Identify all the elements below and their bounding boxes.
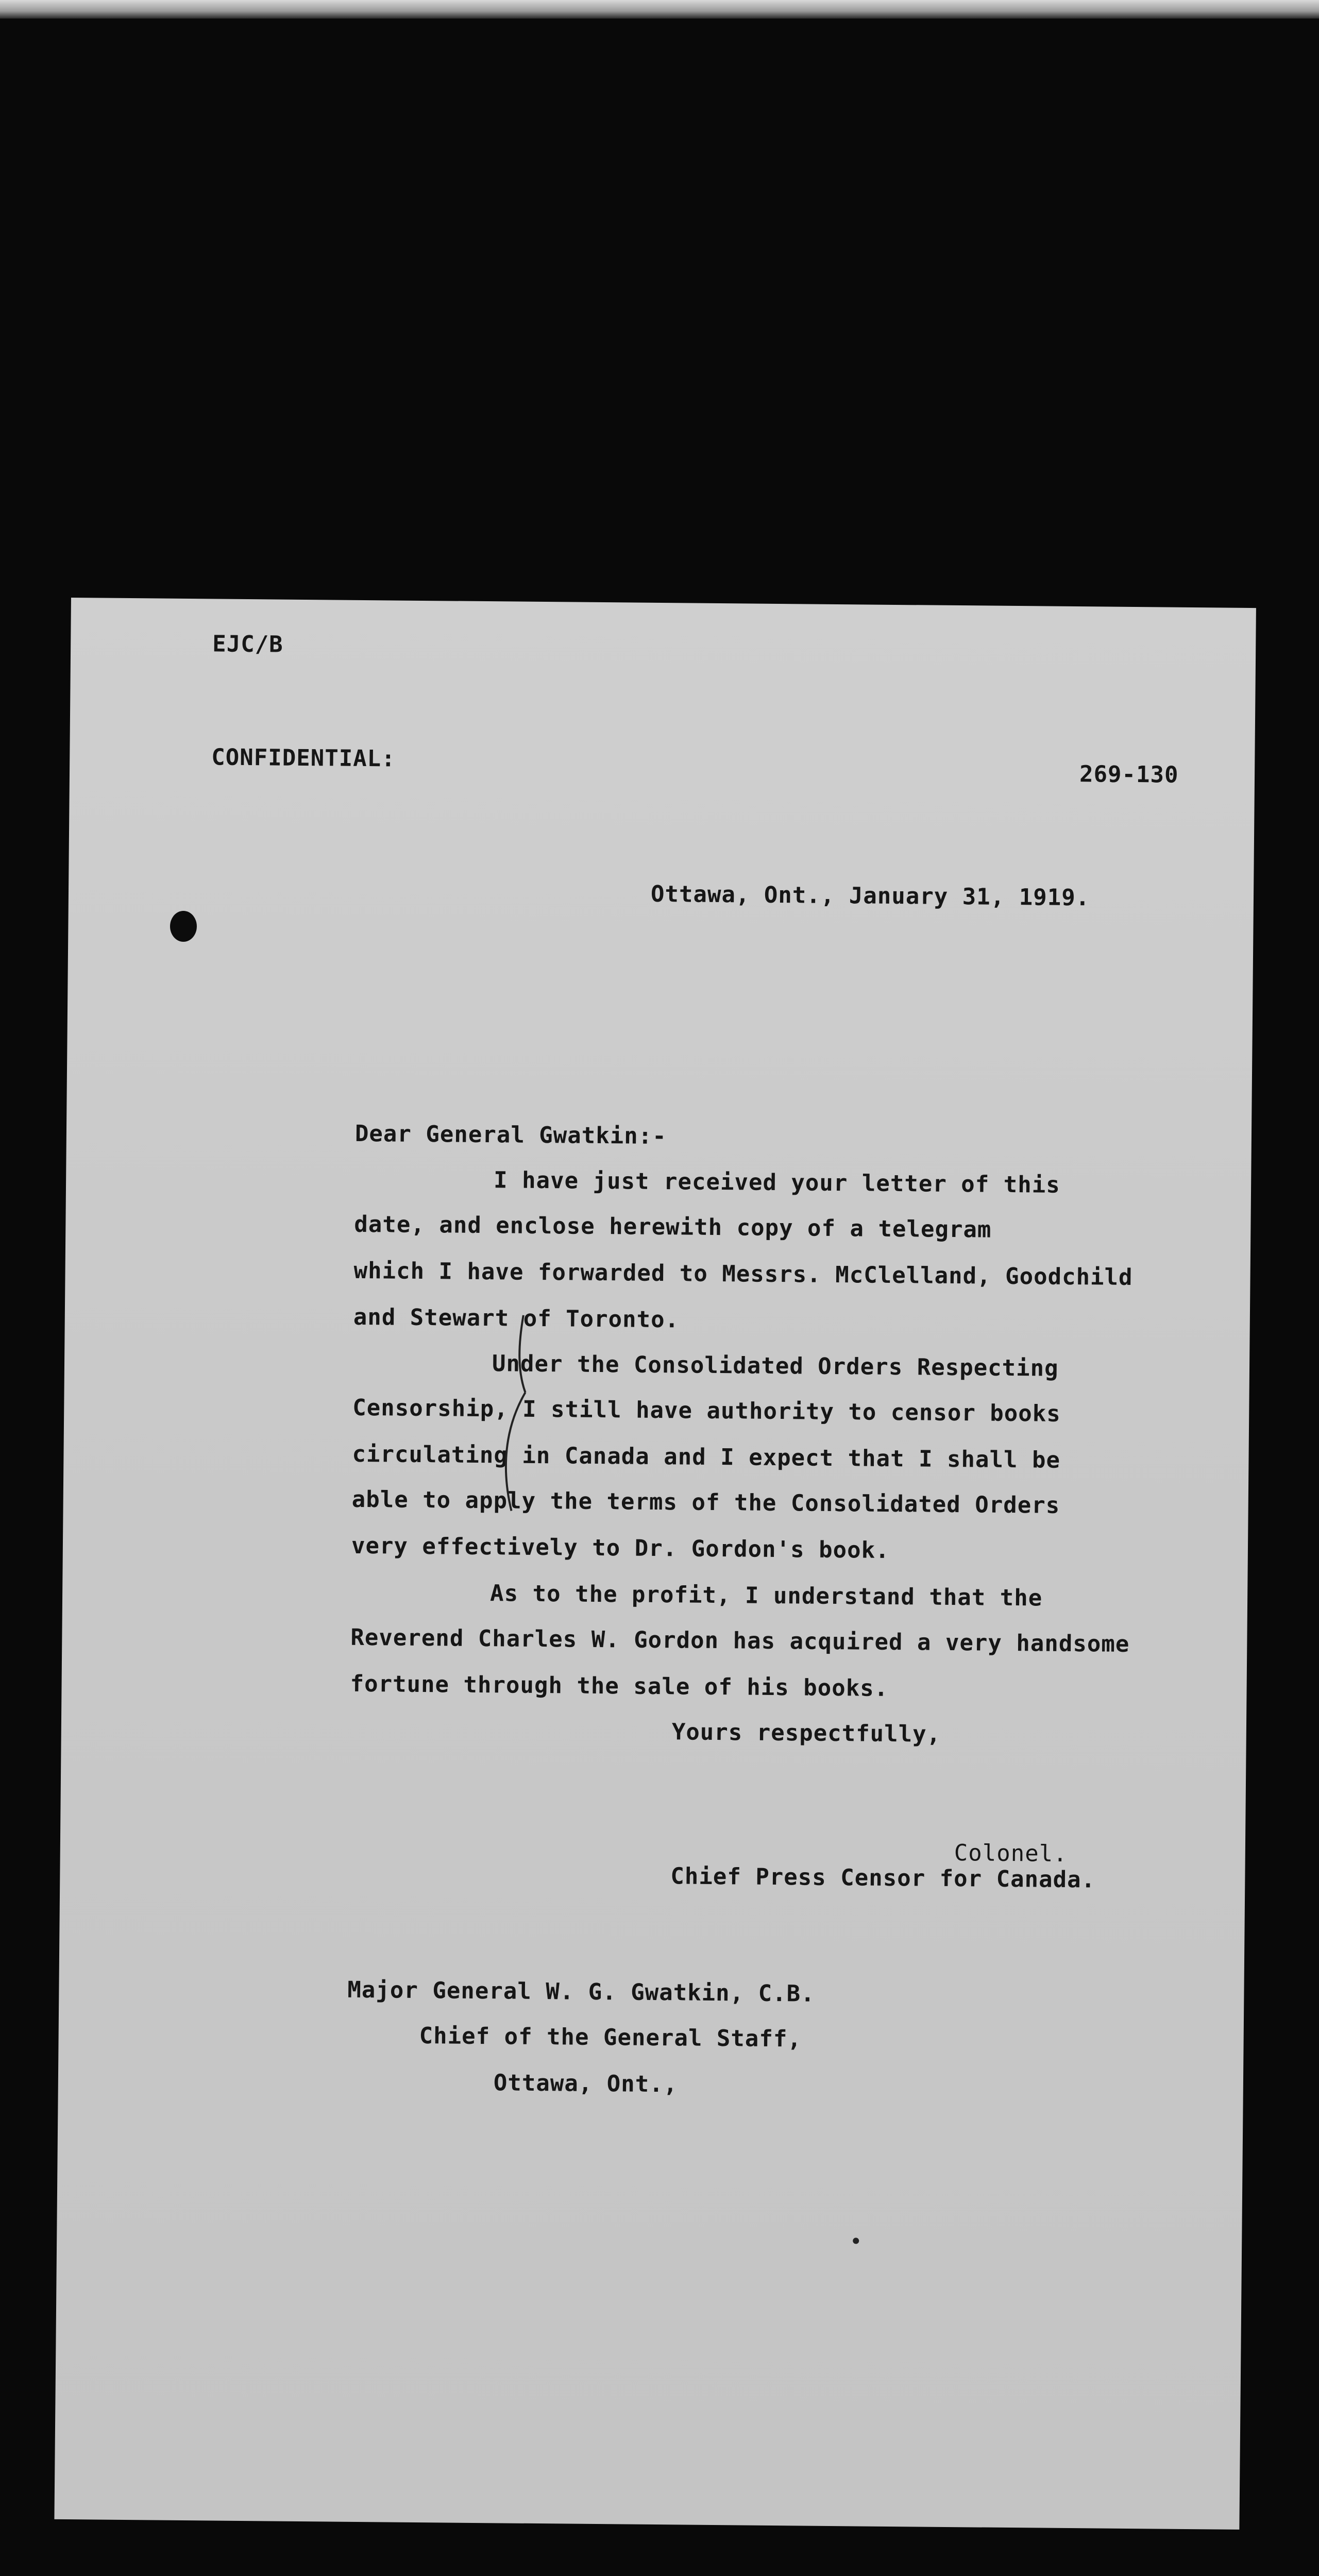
pencil-mark (501, 1315, 534, 1552)
addressee-line: Ottawa, Ont., (493, 2070, 678, 2098)
body-line: which I have forwarded to Messrs. McClelland, Goodchild (353, 1257, 1133, 1291)
confidential-label: CONFIDENTIAL: (211, 744, 396, 772)
salutation: Dear General Gwatkin:- (354, 1120, 667, 1150)
film-edge (0, 0, 1319, 19)
place-date: Ottawa, Ont., January 31, 1919. (650, 880, 1090, 911)
signature-rank: Colonel. (954, 1840, 1068, 1867)
body-line: Reverend Charles W. Gordon has acquired a very handsome (350, 1624, 1130, 1658)
signature-title: Chief Press Censor for Canada. (670, 1863, 1096, 1893)
body-line: Censorship, I still have authority to censor books (352, 1394, 1061, 1427)
closing: Yours respectfully, (671, 1719, 941, 1748)
typist-initials: EJC/B (212, 631, 283, 658)
addressee-line: Major General W. G. Gwatkin, C.B. (347, 1976, 815, 2007)
body-line: I have just received your letter of this (493, 1167, 1060, 1198)
body-line: fortune through the sale of his books. (350, 1670, 889, 1702)
body-line: As to the profit, I understand that the (489, 1580, 1043, 1612)
ink-dot (853, 2238, 859, 2244)
body-line: able to apply the terms of the Consolidated Orders (351, 1486, 1060, 1519)
punch-hole (170, 911, 197, 942)
body-line: date, and enclose herewith copy of a telegram (354, 1211, 992, 1243)
letter-page (54, 598, 1256, 2530)
body-line: circulating in Canada and I expect that I shall be (352, 1440, 1061, 1473)
body-line: Under the Consolidated Orders Respecting (492, 1350, 1059, 1382)
file-number: 269-130 (1079, 761, 1179, 788)
body-line: very effectively to Dr. Gordon's book. (351, 1532, 890, 1564)
addressee-line: Chief of the General Staff, (419, 2023, 802, 2053)
body-line: and Stewart of Toronto. (353, 1303, 680, 1333)
